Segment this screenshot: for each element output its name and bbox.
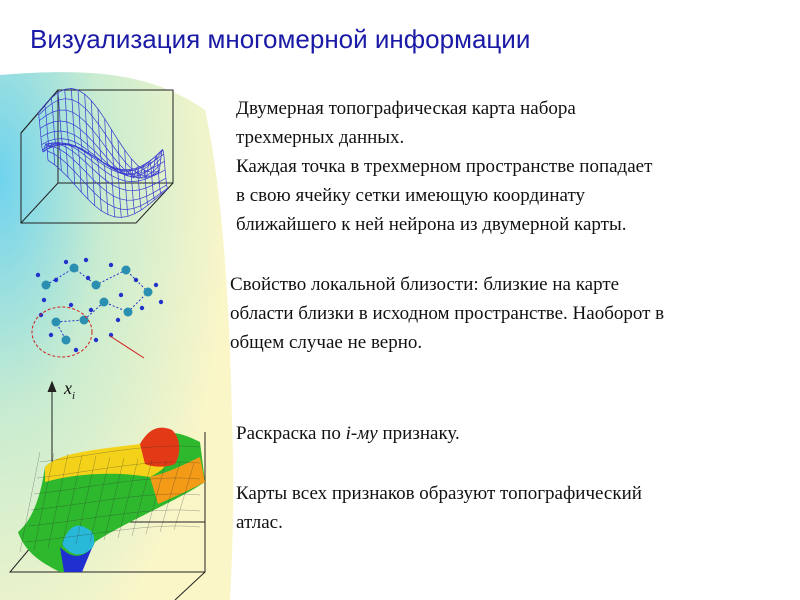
colored-3d-surface-icon — [0, 372, 220, 600]
text-line: Карты всех признаков образуют топографический — [236, 483, 642, 504]
text-line: Двумерная топографическая карта набора — [236, 98, 576, 119]
slide-title: Визуализация многомерной информации — [30, 24, 531, 54]
text-line — [236, 419, 776, 448]
text-fragment: Раскраска по — [236, 423, 346, 444]
text-line: ближайшего к ней нейрона из двумерной карты. — [236, 214, 627, 235]
highlight-arrow — [110, 336, 144, 358]
text-line: Свойство локальной близости: близкие на карте — [230, 274, 620, 295]
paragraph-local-proximity — [230, 270, 790, 357]
text-emphasis: i-му — [345, 423, 378, 444]
text-line: области близки в исходном пространстве. Наоборот в — [230, 303, 665, 324]
3d-mesh-surface-icon — [18, 88, 188, 228]
highlight-ellipse — [32, 307, 92, 357]
text-fragment: признаку. — [377, 423, 460, 444]
som-network-icon — [26, 240, 176, 365]
paragraph-topographic-map — [236, 94, 776, 239]
paragraph-atlas — [236, 479, 776, 537]
text-line: трехмерных данных. — [236, 127, 405, 148]
text-line: в свою ячейку сетки имеющую координату — [236, 185, 586, 206]
paragraph-coloring — [236, 419, 776, 448]
text-line: общем случае не верно. — [230, 332, 423, 353]
text-line: Каждая точка в трехмерном пространстве попадает — [236, 156, 653, 177]
text-line: атлас. — [236, 512, 283, 533]
axis-label-x: $x_i$ — [64, 378, 76, 402]
